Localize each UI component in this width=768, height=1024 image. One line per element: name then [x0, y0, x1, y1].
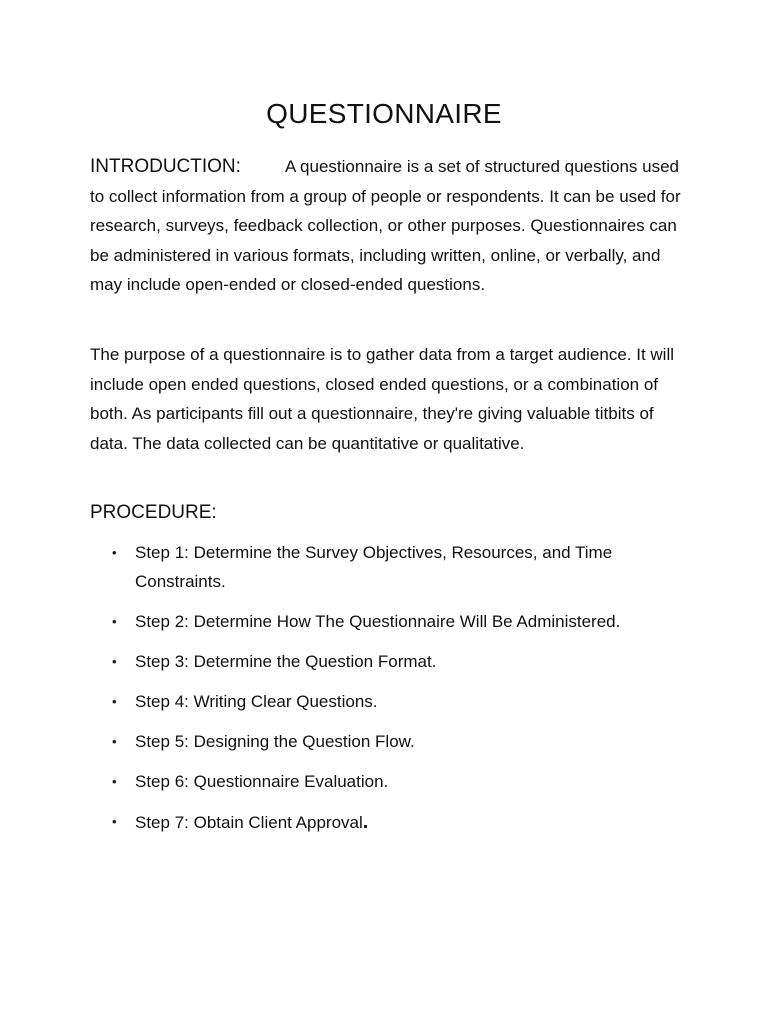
- step-text: Step 6: Questionnaire Evaluation.: [135, 771, 389, 791]
- purpose-paragraph: The purpose of a questionnaire is to gather data from a target audience. It will include open ended questions, closed ended questions, or a combination of both. As participants fill out a questionnaire, they're giving valuable titbits of data. The data collected can be quantitative or qualitative.: [90, 345, 675, 453]
- procedure-step-4: [90, 688, 690, 717]
- procedure-step-6: [90, 768, 690, 797]
- step-text: Step 7: Obtain Client Approval: [135, 812, 363, 832]
- step-text: Step 2: Determine How The Questionnaire Will Be Administered.: [135, 611, 621, 631]
- procedure-step-2: [90, 608, 690, 637]
- step-text: Step 1: Determine the Survey Objectives, Resources, and Time Constraints.: [135, 543, 613, 591]
- procedure-step-5: [90, 728, 690, 757]
- procedure-step-7: [90, 808, 690, 838]
- procedure-step-list: [90, 539, 690, 849]
- introduction-paragraph: [90, 152, 690, 300]
- procedure-heading: PROCEDURE:: [90, 502, 217, 523]
- introduction-text: A questionnaire is a set of structured questions used to collect information from a group of people or respondents. It can be used for research, surveys, feedback collection, or other purposes. Questionnaires can be administered in various formats, including written, online, or verbally, and may include open-ended or closed-ended questions.: [90, 157, 681, 294]
- procedure-step-3: [90, 648, 690, 677]
- step-text: Step 5: Designing the Question Flow.: [135, 731, 415, 751]
- procedure-step-1: [90, 539, 690, 596]
- introduction-heading: INTRODUCTION:: [90, 156, 241, 177]
- page-title: QUESTIONNAIRE: [266, 98, 502, 129]
- step-text: Step 4: Writing Clear Questions.: [135, 691, 378, 711]
- step-text: Step 3: Determine the Question Format.: [135, 651, 437, 671]
- step-final-period: .: [362, 810, 369, 833]
